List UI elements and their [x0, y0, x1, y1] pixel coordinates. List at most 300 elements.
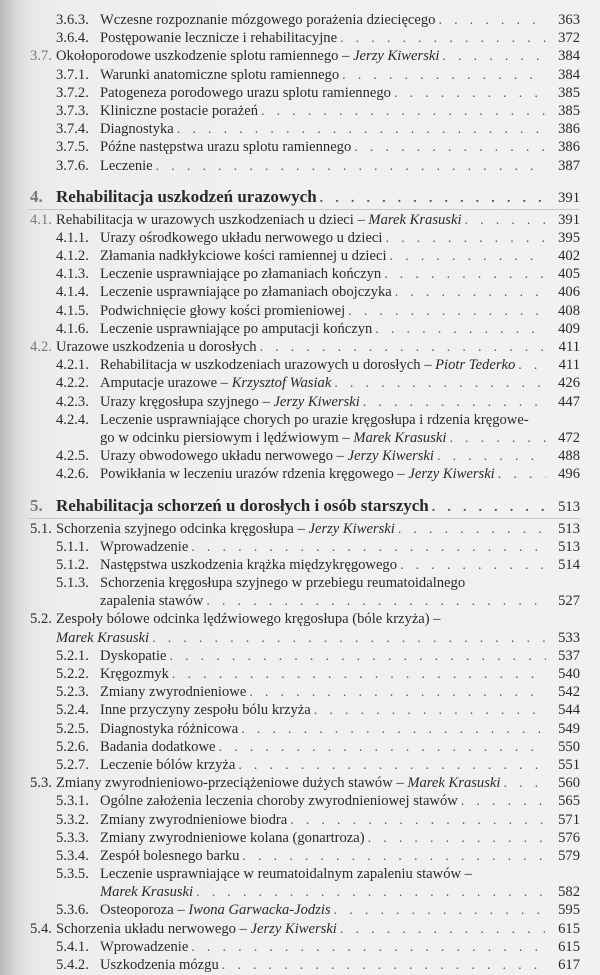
- entry-title: [100, 592, 206, 610]
- toc-entry: [0, 411, 600, 429]
- toc-entry: [0, 792, 600, 810]
- entry-body: [100, 11, 580, 30]
- page-number: 488: [558, 448, 580, 465]
- entry-body: [100, 792, 580, 811]
- page-number: 384: [558, 66, 580, 83]
- entry-title: [100, 756, 238, 774]
- entry-title: [100, 447, 437, 465]
- page-number: 514: [558, 556, 580, 573]
- entry-body: [100, 901, 580, 920]
- entry-body: [100, 701, 580, 720]
- entry-number: 5.3.1.: [56, 793, 89, 810]
- entry-body: [100, 956, 580, 975]
- entry-body: [100, 738, 580, 757]
- dot-leader: [385, 230, 546, 248]
- entry-title-text: Okołoporodowe uszkodzenie splotu ramiennego –: [56, 48, 354, 65]
- entry-body: [100, 847, 580, 866]
- entry-title: [100, 538, 191, 556]
- entry-title: [100, 811, 290, 829]
- page-number: 560: [558, 775, 580, 792]
- toc-entry: [0, 429, 600, 447]
- dot-leader: [368, 830, 546, 848]
- toc-entry: [0, 138, 600, 156]
- entry-title: [100, 938, 191, 956]
- entry-number: 5.1.2.: [56, 556, 89, 573]
- entry-title-text: Następstwa uszkodzenia krążka międzykręgowego: [100, 556, 398, 573]
- entry-title-text: Inne przyczyny zespołu bólu krzyża: [100, 702, 311, 719]
- entry-title: [56, 495, 432, 517]
- toc-entry: [0, 865, 600, 883]
- dot-leader: [503, 775, 546, 793]
- entry-title-text: Urazy ośrodkowego układu nerwowego u dzieci: [100, 229, 383, 246]
- entry-body: [100, 247, 580, 266]
- toc-entry: [0, 629, 600, 647]
- entry-body: [100, 592, 580, 611]
- dot-leader: [152, 630, 546, 648]
- entry-title: [100, 157, 156, 175]
- page-number: 385: [558, 102, 580, 119]
- entry-author: Iwona Garwacka-Jodzis: [188, 902, 331, 919]
- entry-author: Krzysztof Wasiak: [231, 375, 332, 392]
- entry-number: 5.2.: [30, 611, 52, 628]
- entry-title: [100, 556, 400, 574]
- entry-number: 5.3.: [30, 775, 52, 792]
- entry-number: 5.: [30, 495, 43, 515]
- toc-entry: [0, 811, 600, 829]
- entry-author: Marek Krasuski: [353, 429, 447, 446]
- entry-body: [100, 665, 580, 684]
- entry-title-text: Schorzenia kręgosłupa szyjnego w przebiegu reumatoidalnego: [100, 575, 466, 592]
- toc-entry: [0, 29, 600, 47]
- page-number: 582: [558, 884, 580, 901]
- entry-title-text: Podwichnięcie głowy kości promieniowej: [100, 302, 346, 319]
- entry-title-text: Zespoły bólowe odcinka lędźwiowego kręgosłupa (bóle krzyża) –: [56, 611, 441, 628]
- entry-title: [100, 865, 475, 883]
- entry-title: [56, 774, 503, 792]
- entry-body: [100, 302, 580, 321]
- toc-entry: [0, 302, 600, 320]
- toc-entry: [0, 883, 600, 901]
- entry-title-text: Wprowadzenie: [100, 538, 189, 555]
- entry-number: 5.1.3.: [56, 575, 89, 592]
- toc-entry: [0, 592, 600, 610]
- page-number: 513: [558, 520, 580, 537]
- entry-title: [56, 920, 340, 938]
- toc-entry: [0, 665, 600, 683]
- page-number: 386: [558, 139, 580, 156]
- toc-entry: [0, 283, 600, 301]
- entry-author: Jerzy Kiwerski: [347, 448, 434, 465]
- entry-title: [100, 574, 468, 592]
- page-number: 527: [558, 593, 580, 610]
- entry-body: [100, 84, 580, 103]
- toc-entry: [0, 774, 600, 792]
- dot-leader: [334, 375, 546, 393]
- entry-author: Marek Krasuski: [368, 211, 462, 228]
- page-number: 391: [558, 189, 580, 206]
- entry-title: [56, 47, 442, 65]
- entry-title-text: Zmiany zwyrodnieniowo-przeciążeniowe dużych stawów –: [56, 775, 408, 792]
- entry-title-text: Rehabilitacja w urazowych uszkodzeniach u dzieci –: [56, 211, 369, 228]
- entry-title-text: Warunki anatomiczne splotu ramiennego: [100, 66, 340, 83]
- toc-entry: [0, 520, 600, 538]
- entry-number: 5.4.1.: [56, 938, 89, 955]
- page-number: 387: [558, 157, 580, 174]
- dot-leader: [177, 121, 546, 139]
- entry-title: [100, 883, 196, 901]
- dot-leader: [442, 48, 546, 66]
- page-number: 395: [558, 229, 580, 246]
- toc-entry: [0, 265, 600, 283]
- entry-title-text: Wczesne rozpoznanie mózgowego porażenia dziecięcego: [100, 12, 436, 28]
- toc-entry: [0, 610, 600, 628]
- entry-number: 4.1.4.: [56, 284, 89, 301]
- entry-body: [100, 465, 580, 484]
- entry-body: [100, 865, 580, 883]
- entry-body: [100, 574, 580, 592]
- entry-title: [56, 186, 320, 208]
- entry-title: [100, 120, 177, 138]
- entry-title-text: Zmiany zwyrodnieniowe biodra: [100, 811, 288, 828]
- toc-entry: [0, 956, 600, 974]
- entry-number: 3.6.3.: [56, 12, 89, 28]
- page-number: 544: [558, 702, 580, 719]
- dot-leader: [242, 848, 546, 866]
- entry-title-text: zapalenia stawów: [100, 593, 204, 610]
- dot-leader: [191, 539, 546, 557]
- toc-entry: [0, 247, 600, 265]
- entry-number: 4.2.2.: [56, 375, 89, 392]
- dot-leader: [363, 394, 546, 412]
- entry-title-text: Rehabilitacja schorzeń u dorosłych i osób starszych: [56, 495, 429, 515]
- page-number: 540: [558, 666, 580, 682]
- dot-leader: [340, 921, 546, 939]
- page-number: 411: [558, 339, 580, 355]
- entry-body: [100, 229, 580, 248]
- toc-entry: [0, 102, 600, 120]
- entry-body: [100, 265, 580, 284]
- toc-entry: [0, 647, 600, 665]
- page-number: 565: [558, 793, 580, 810]
- entry-title: [100, 302, 348, 320]
- entry-number: 5.3.5.: [56, 866, 89, 883]
- toc-entry: [0, 120, 600, 138]
- entry-author: Jerzy Kiwerski: [273, 393, 360, 410]
- table-of-contents: [0, 11, 600, 974]
- entry-number: 5.2.6.: [56, 738, 89, 755]
- dot-leader: [219, 739, 547, 757]
- entry-title: [56, 610, 444, 628]
- entry-body: [100, 393, 580, 412]
- entry-body: [56, 629, 580, 648]
- dot-leader: [222, 957, 546, 975]
- entry-title-text: Leczenie usprawniające po amputacji kończyn: [100, 320, 373, 337]
- page-number: 409: [558, 320, 580, 337]
- toc-entry: [0, 157, 600, 175]
- dot-leader: [334, 902, 546, 920]
- entry-body: [100, 683, 580, 702]
- entry-title: [100, 847, 242, 865]
- dot-leader: [394, 85, 546, 103]
- entry-body: [100, 66, 580, 85]
- dot-leader: [390, 248, 547, 266]
- entry-title-text: Schorzenia układu nerwowego –: [56, 920, 251, 937]
- entry-body: [56, 520, 580, 539]
- entry-title: [100, 393, 363, 411]
- entry-title: [100, 320, 375, 338]
- toc-entry: [0, 47, 600, 65]
- entry-body: [100, 411, 580, 429]
- entry-number: 5.4.: [30, 920, 52, 937]
- entry-title-text: Urazy obwodowego układu nerwowego –: [100, 448, 348, 465]
- toc-chapter-heading: [0, 186, 600, 208]
- entry-number: 4.2.4.: [56, 411, 89, 428]
- entry-number: 4.: [30, 186, 43, 206]
- toc-entry: [0, 756, 600, 774]
- dot-leader: [172, 666, 546, 684]
- entry-title-text: Uszkodzenia mózgu: [100, 957, 219, 973]
- entry-number: 4.1.2.: [56, 248, 89, 265]
- entry-title-text: Urazowe uszkodzenia u dorosłych: [56, 339, 257, 355]
- dot-leader: [348, 303, 546, 321]
- entry-number: 5.2.2.: [56, 666, 89, 682]
- page-number: 447: [558, 393, 580, 410]
- entry-body: [100, 811, 580, 830]
- entry-author: Jerzy Kiwerski: [308, 520, 395, 537]
- entry-body: [100, 447, 580, 466]
- toc-entry: [0, 338, 600, 356]
- page-number: 513: [558, 538, 580, 555]
- toc-entry: [0, 829, 600, 847]
- entry-title-text: Amputacje urazowe –: [100, 375, 232, 392]
- page-number: 595: [558, 902, 580, 919]
- entry-title-text: go w odcinku piersiowym i lędźwiowym –: [100, 429, 354, 446]
- page-number: 571: [558, 811, 580, 828]
- entry-author: Marek Krasuski: [56, 629, 150, 646]
- entry-title-text: Badania dodatkowe: [100, 738, 216, 755]
- entry-title-text: Osteoporoza –: [100, 902, 189, 919]
- entry-number: 5.3.3.: [56, 829, 89, 846]
- entry-author: Marek Krasuski: [407, 775, 501, 792]
- entry-number: 5.2.7.: [56, 756, 89, 773]
- entry-author: Jerzy Kiwerski: [250, 920, 337, 937]
- dot-leader: [354, 139, 546, 157]
- entry-title: [100, 429, 449, 447]
- page-number: 537: [558, 647, 580, 664]
- entry-body: [100, 157, 580, 176]
- entry-number: 4.2.1.: [56, 357, 89, 374]
- page-number: 406: [558, 284, 580, 301]
- page-number: 411: [558, 357, 580, 374]
- toc-entry: [0, 556, 600, 574]
- toc-entry: [0, 738, 600, 756]
- dot-leader: [449, 430, 546, 448]
- entry-title: [100, 283, 395, 301]
- page-number: 386: [558, 121, 580, 138]
- dot-leader: [290, 812, 546, 830]
- dot-leader: [342, 67, 546, 85]
- entry-number: 4.2.5.: [56, 448, 89, 465]
- page-number: 533: [558, 629, 580, 646]
- dot-leader: [340, 30, 546, 48]
- dot-leader: [249, 684, 546, 702]
- entry-number: 4.2.3.: [56, 393, 89, 410]
- entry-title: [100, 102, 261, 120]
- toc-entry: [0, 66, 600, 84]
- page-number: 405: [558, 266, 580, 283]
- dot-leader: [398, 521, 546, 539]
- page-number: 408: [558, 302, 580, 319]
- entry-body: [100, 756, 580, 775]
- entry-number: 3.7.3.: [56, 102, 89, 119]
- entry-title-text: Ogólne założenia leczenia choroby zwyrodnieniowej stawów: [100, 793, 458, 810]
- toc-entry: [0, 374, 600, 392]
- dot-leader: [432, 497, 546, 519]
- entry-title: [100, 229, 385, 247]
- entry-title-text: Powikłania w leczeniu urazów rdzenia kręgowego –: [100, 466, 409, 483]
- entry-title-text: Leczenie bólów krzyża: [100, 756, 236, 773]
- entry-body: [100, 429, 580, 448]
- entry-title: [100, 738, 219, 756]
- toc-entry: [0, 701, 600, 719]
- dot-leader: [400, 557, 546, 575]
- toc-entry: [0, 320, 600, 338]
- entry-number: 4.1.6.: [56, 320, 89, 337]
- entry-body: [56, 610, 580, 628]
- entry-title-text: Leczenie usprawniające chorych po urazie kręgosłupa i rdzenia kręgowe-: [100, 411, 529, 428]
- entry-title: [100, 792, 461, 810]
- toc-entry: [0, 574, 600, 592]
- entry-body: [100, 320, 580, 339]
- entry-body: [100, 356, 580, 375]
- entry-number: 4.1.3.: [56, 266, 89, 283]
- entry-title: [100, 647, 169, 665]
- page-number: 579: [558, 847, 580, 864]
- entry-title-text: Kliniczne postacie porażeń: [100, 102, 259, 119]
- entry-number: 3.7.4.: [56, 121, 89, 138]
- entry-title: [100, 265, 384, 283]
- entry-title: [56, 211, 465, 229]
- entry-title-text: Leczenie usprawniające po złamaniach kończyn: [100, 266, 382, 283]
- toc-entry: [0, 938, 600, 956]
- entry-title: [100, 11, 438, 29]
- entry-title-text: Zespół bolesnego barku: [100, 847, 240, 864]
- entry-number: 3.7.: [30, 48, 52, 65]
- dot-leader: [461, 793, 546, 811]
- entry-number: 5.3.4.: [56, 847, 89, 864]
- page-number: 391: [558, 211, 580, 228]
- page-number: 385: [558, 84, 580, 101]
- entry-title: [100, 84, 394, 102]
- entry-number: 5.4.2.: [56, 957, 89, 973]
- dot-leader: [314, 702, 546, 720]
- dot-leader: [191, 939, 546, 957]
- toc-entry: [0, 393, 600, 411]
- entry-number: 5.2.1.: [56, 647, 89, 664]
- entry-title-text: Kręgozmyk: [100, 666, 169, 682]
- dot-leader: [241, 721, 546, 739]
- entry-title-text: Leczenie usprawniające po złamaniach obojczyka: [100, 284, 392, 301]
- entry-number: 5.2.3.: [56, 684, 89, 701]
- entry-title-text: Zmiany zwyrodnieniowe: [100, 684, 247, 701]
- entry-author: Piotr Tederko: [435, 357, 516, 374]
- toc-entry: [0, 211, 600, 229]
- entry-title: [100, 374, 334, 392]
- entry-body: [100, 283, 580, 302]
- entry-title-text: Leczenie usprawniające w reumatoidalnym zapaleniu stawów –: [100, 866, 472, 883]
- entry-title-text: Rehabilitacja uszkodzeń urazowych: [56, 186, 317, 206]
- entry-body: [56, 495, 580, 519]
- page-number: 496: [558, 466, 580, 483]
- toc-entry: [0, 356, 600, 374]
- dot-leader: [384, 266, 546, 284]
- entry-title: [100, 665, 172, 683]
- toc-entry: [0, 683, 600, 701]
- entry-number: 4.2.6.: [56, 466, 89, 483]
- dot-leader: [196, 884, 546, 902]
- entry-body: [100, 102, 580, 121]
- entry-body: [56, 211, 580, 230]
- section-spacer: [0, 175, 600, 186]
- page-number: 615: [558, 938, 580, 955]
- dot-leader: [498, 466, 546, 484]
- entry-title-text: Zmiany zwyrodnieniowe kolana (gonartroza): [100, 829, 365, 846]
- page-number: 549: [558, 720, 580, 737]
- page-number: 402: [558, 248, 580, 265]
- entry-author: Jerzy Kiwerski: [353, 48, 440, 65]
- dot-leader: [156, 158, 546, 176]
- entry-body: [56, 47, 580, 66]
- entry-number: 3.7.5.: [56, 139, 89, 156]
- entry-title-text: Patogeneza porodowego urazu splotu ramiennego: [100, 84, 391, 101]
- entry-body: [100, 538, 580, 557]
- dot-leader: [169, 648, 546, 666]
- page-number: 384: [558, 48, 580, 65]
- section-spacer: [0, 484, 600, 495]
- entry-number: 3.6.4.: [56, 30, 89, 47]
- entry-number: 3.7.6.: [56, 157, 89, 174]
- page-number: 550: [558, 738, 580, 755]
- toc-entry: [0, 84, 600, 102]
- entry-body: [100, 647, 580, 666]
- entry-title-text: Postępowanie lecznicze i rehabilitacyjne: [100, 30, 338, 47]
- dot-leader: [438, 12, 546, 30]
- entry-title: [100, 356, 518, 374]
- entry-body: [56, 920, 580, 939]
- entry-title-text: Późne następstwa urazu splotu ramiennego: [100, 139, 352, 156]
- toc-entry: [0, 447, 600, 465]
- dot-leader: [437, 448, 546, 466]
- dot-leader: [206, 593, 546, 611]
- entry-title-text: Schorzenia szyjnego odcinka kręgosłupa –: [56, 520, 309, 537]
- entry-body: [56, 338, 580, 357]
- entry-title: [100, 247, 390, 265]
- entry-title-text: Rehabilitacja w uszkodzeniach urazowych u dorosłych –: [100, 357, 436, 374]
- entry-title: [100, 956, 222, 974]
- entry-body: [100, 720, 580, 739]
- toc-entry: [0, 229, 600, 247]
- entry-number: 5.3.6.: [56, 902, 89, 919]
- toc-entry: [0, 920, 600, 938]
- dot-leader: [518, 357, 546, 375]
- entry-number: 3.7.2.: [56, 84, 89, 101]
- entry-title: [100, 66, 342, 84]
- entry-number: 4.1.5.: [56, 302, 89, 319]
- entry-body: [100, 29, 580, 48]
- entry-title-text: Diagnostyka: [100, 121, 174, 138]
- dot-leader: [320, 188, 546, 210]
- entry-number: 4.2.: [30, 339, 52, 355]
